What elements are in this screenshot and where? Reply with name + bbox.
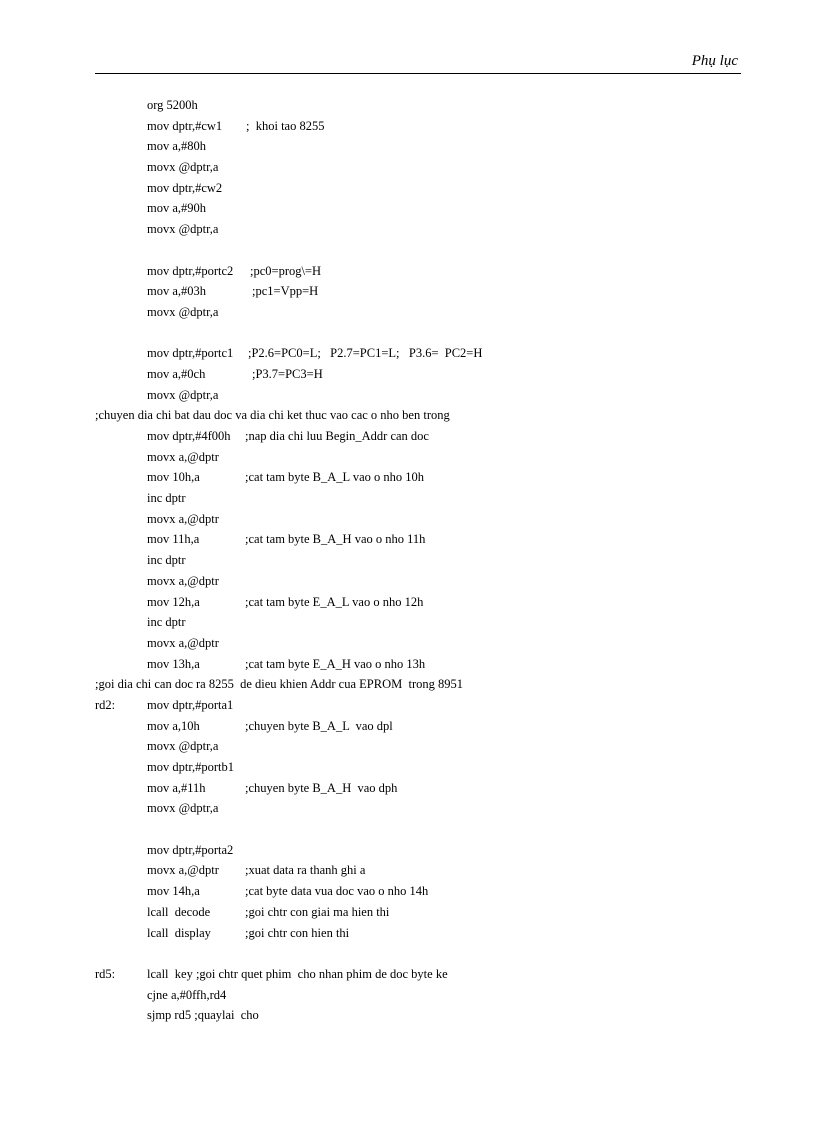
code-line — [0, 302, 816, 323]
code-line — [0, 488, 816, 509]
code-line — [0, 364, 816, 385]
section-comment: ;chuyen dia chi bat dau doc va dia chi ket thuc vao cac o nho ben trong — [95, 408, 450, 423]
code-instruction: movx @dptr,a — [147, 387, 219, 402]
code-label: rd2: — [95, 697, 116, 712]
code-instruction: movx @dptr,a — [147, 801, 219, 816]
code-instruction: mov 14h,a — [147, 884, 200, 899]
code-line — [0, 136, 816, 157]
code-line — [0, 323, 816, 344]
code-instruction: lcall key ;goi chtr quet phim cho nhan phim de doc byte ke — [147, 966, 448, 981]
code-instruction: movx @dptr,a — [147, 739, 219, 754]
code-instruction: mov dptr,#porta1 — [147, 697, 234, 712]
code-line — [0, 261, 816, 282]
code-comment: ;cat byte data vua doc vao o nho 14h — [245, 884, 429, 899]
code-line — [0, 281, 816, 302]
code-line — [0, 157, 816, 178]
code-label: rd5: — [95, 966, 116, 981]
code-comment: ;P2.6=PC0=L; P2.7=PC1=L; P3.6= PC2=H — [248, 346, 483, 361]
code-line — [0, 405, 816, 426]
code-comment: ;pc0=prog\=H — [250, 263, 322, 278]
code-instruction: sjmp rd5 ;quaylai cho — [147, 1008, 259, 1023]
code-instruction: movx a,@dptr — [147, 863, 219, 878]
code-instruction: mov 12h,a — [147, 594, 200, 609]
code-instruction: inc dptr — [147, 615, 186, 630]
code-line — [0, 385, 816, 406]
code-instruction: movx @dptr,a — [147, 222, 219, 237]
code-comment: ;chuyen byte B_A_H vao dph — [245, 780, 398, 795]
code-instruction: mov dptr,#portb1 — [147, 760, 234, 774]
code-line — [0, 985, 816, 1006]
code-line — [0, 716, 816, 737]
code-line — [0, 198, 816, 219]
code-line — [0, 529, 816, 550]
code-line — [0, 1005, 816, 1026]
code-comment: ;xuat data ra thanh ghi a — [245, 863, 366, 878]
code-line — [0, 674, 816, 695]
code-line — [0, 798, 816, 819]
code-comment: ;nap dia chi luu Begin_Addr can doc — [245, 429, 429, 443]
header-rule — [95, 73, 741, 74]
code-listing — [0, 95, 816, 1026]
code-line — [0, 612, 816, 633]
code-instruction: mov 11h,a — [147, 532, 200, 547]
code-line — [0, 178, 816, 199]
code-comment: ;cat tam byte B_A_L vao o nho 10h — [245, 470, 425, 485]
code-line — [0, 426, 816, 447]
code-line — [0, 447, 816, 468]
code-line — [0, 902, 816, 923]
code-line — [0, 695, 816, 716]
code-instruction: inc dptr — [147, 553, 186, 568]
code-instruction: mov dptr,#4f00h — [147, 429, 231, 443]
code-instruction: lcall decode — [147, 904, 211, 919]
code-instruction: inc dptr — [147, 491, 186, 506]
code-instruction: mov a,#80h — [147, 139, 207, 154]
code-line — [0, 95, 816, 116]
code-line — [0, 467, 816, 488]
code-instruction: movx a,@dptr — [147, 573, 219, 588]
code-comment: ;chuyen byte B_A_L vao dpl — [245, 718, 393, 733]
code-instruction: mov 13h,a — [147, 656, 200, 671]
code-line — [0, 654, 816, 675]
code-instruction: mov a,#90h — [147, 201, 207, 216]
code-instruction: mov dptr,#cw2 — [147, 180, 223, 195]
code-line — [0, 219, 816, 240]
code-instruction: cjne a,#0ffh,rd4 — [147, 987, 227, 1002]
code-line — [0, 509, 816, 530]
code-comment: ;goi chtr con hien thi — [245, 925, 350, 940]
section-comment: ;goi dia chi can doc ra 8255 de dieu khien Addr cua EPROM trong 8951 — [95, 677, 463, 692]
code-instruction: movx a,@dptr — [147, 635, 219, 650]
code-instruction: mov dptr,#cw1 — [147, 118, 223, 133]
code-instruction: mov dptr,#portc1 — [147, 346, 234, 361]
code-line — [0, 757, 816, 778]
code-instruction: mov 10h,a — [147, 470, 200, 485]
code-line — [0, 840, 816, 861]
code-instruction: movx @dptr,a — [147, 304, 219, 319]
code-line — [0, 736, 816, 757]
code-line — [0, 571, 816, 592]
code-comment: ; khoi tao 8255 — [246, 118, 325, 133]
code-instruction: movx @dptr,a — [147, 160, 219, 175]
code-instruction: mov dptr,#porta2 — [147, 842, 234, 857]
code-line — [0, 819, 816, 840]
code-comment: ;cat tam byte E_A_H vao o nho 13h — [245, 656, 426, 671]
code-line — [0, 860, 816, 881]
code-line — [0, 550, 816, 571]
code-instruction: movx a,@dptr — [147, 511, 219, 526]
code-instruction: mov dptr,#portc2 — [147, 263, 234, 278]
code-comment: ;P3.7=PC3=H — [252, 366, 323, 381]
page-header-title: Phụ lục — [691, 53, 738, 69]
code-line — [0, 881, 816, 902]
code-instruction: mov a,#03h — [147, 284, 207, 299]
code-instruction: mov a,#0ch — [147, 366, 206, 381]
code-instruction: movx a,@dptr — [147, 449, 219, 464]
code-line — [0, 116, 816, 137]
code-line — [0, 343, 816, 364]
code-line — [0, 923, 816, 944]
code-line — [0, 964, 816, 985]
code-line — [0, 592, 816, 613]
code-comment: ;goi chtr con giai ma hien thi — [245, 904, 390, 919]
code-line — [0, 240, 816, 261]
code-line — [0, 778, 816, 799]
code-instruction: mov a,10h — [147, 718, 200, 733]
code-comment: ;pc1=Vpp=H — [252, 284, 319, 299]
code-comment: ;cat tam byte B_A_H vao o nho 11h — [245, 532, 426, 547]
code-instruction: org 5200h — [147, 98, 198, 112]
code-comment: ;cat tam byte E_A_L vao o nho 12h — [245, 594, 424, 609]
code-instruction: mov a,#11h — [147, 780, 206, 795]
code-line — [0, 633, 816, 654]
code-instruction: lcall display — [147, 925, 211, 940]
code-line — [0, 943, 816, 964]
